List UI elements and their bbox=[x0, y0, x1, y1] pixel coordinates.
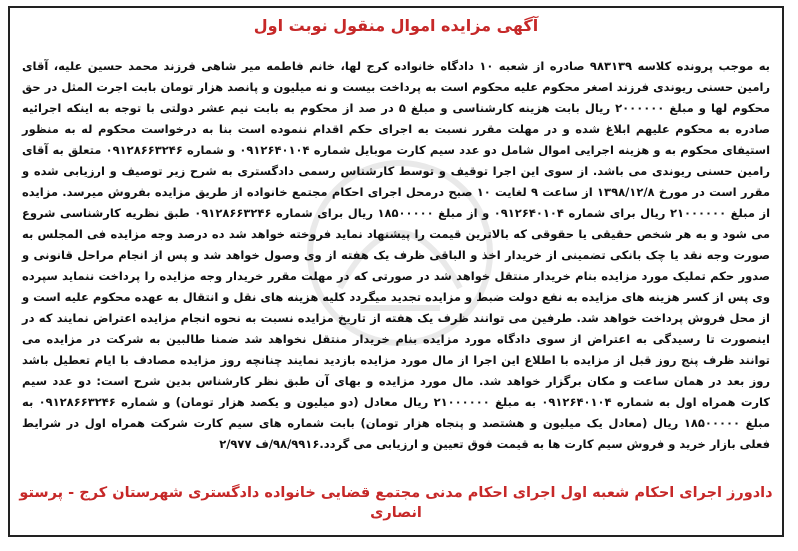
notice-title: آگهی مزایده اموال منقول نوبت اول bbox=[253, 16, 539, 35]
notice-footer-signature: دادورز اجرای احکام شعبه اول اجرای احکام مدنی مجتمع قضایی خانواده دادگستری شهرستان کرج - پرستو انصاری bbox=[19, 485, 773, 521]
notice-body: به موجب پرونده کلاسه ۹۸۳۱۳۹ صادره از شعبه ۱۰ دادگاه خانواده کرج لها، خانم فاطمه میر شاهی فرزند محمد حسین علیه، آقای رامین حسنی ریوندی فرزند اصغر محکوم علیه محکوم است به پرداخت بیست و نه میلیون و پانصد هزار تومان بابت اجرت المثل در حق محکوم لها و مبلغ ۲۰۰۰۰۰۰ ریال بابت هزینه کارشناسی و مبلغ ۵ در صد از محکوم به بابت نیم عشر دولتی با توجه به اینکه اجرائیه صادره به محکوم علیهم ابلاغ شده و در مهلت مقرر نسبت به اجرای حکم اقدام ننموده است بنا به درخواست محکوم له به منظور استیفای محکوم به و هزینه اجرایی اموال شامل دو عدد سیم کارت موبایل شماره ۰۹۱۲۶۴۰۱۰۴ و شماره ۰۹۱۲۸۶۶۳۲۴۶ متعلق به آقای رامین حسنی ریوندی می باشد. از سوی این اجرا توقیف و توسط کارشناس رسمی دادگستری به شرح زیر توصیف و ارزیابی شده و مقرر است در مورخ ۱۳۹۸/۱۲/۸ از ساعت ۹ لغایت ۱۰ صبح درمحل اجرای احکام مجتمع خانواده از طریق مزایده بفروش میرسد. مزایده از مبلغ ۲۱۰۰۰۰۰۰ ریال برای شماره ۰۹۱۲۶۴۰۱۰۴ و از مبلغ ۱۸۵۰۰۰۰۰ ریال برای شماره ۰۹۱۲۸۶۶۳۲۴۶ طبق نظریه کارشناسی شروع می شود و به هر شخص حقیقی یا حقوقی که بالاترین قیمت را پیشنهاد نماید فروخته خواهد شد ده درصد وجه مزایده فی المجلس به صورت وجه نقد یا چک بانکی تضمینی از خریدار اخذ و الباقی ظرف یک هفته از وی وصول خواهد شد و پس از انجام مراحل قانونی و صدور حکم تملیک مورد مزایده بنام خریدار منتقل خواهد شد در صورتی که در مهلت مقرر خریدار وجه مزایده را پرداخت ننماید سپرده وی پس از کسر هزینه های مزایده به نفع دولت ضبط و مزایده تجدید میگردد کلیه هزینه های نقل و انتقال به عهده محکوم علیه است و از محل فروش پرداخت خواهد شد. طرفین می توانند ظرف یک هفته از تاریخ مزایده نسبت به نحوه انجام مزایده اعتراض نمایند که در اینصورت تا رسیدگی به اعتراض از سوی دادگاه مورد مزایده بنام خریدار منتقل نخواهد شد ضمنا طالبین به شرکت در مزایده می توانند ظرف پنج روز قبل از مزایده با اطلاع این اجرا از مال مورد مزایده بازدید نمایند چنانچه روز مزایده مصادف با ایام تعطیل باشد روز بعد در همان ساعت و مکان برگزار خواهد شد. مال مورد مزایده و بهای آن طبق نظر کارشناس بدین شرح است: دو عدد سیم کارت همراه اول به شماره ۰۹۱۲۶۴۰۱۰۴ به مبلغ ۲۱۰۰۰۰۰۰ ریال معادل (دو میلیون و یکصد هزار تومان) و شماره ۰۹۱۲۸۶۶۳۲۴۶ به مبلغ ۱۸۵۰۰۰۰۰ ریال (معادل یک میلیون و هشتصد و پنجاه هزار تومان) بابت شماره های سیم کارت شرکت همراه اول در شرایط فعلی بازار خرید و فروش سیم کارت ها به قیمت فوق تعیین و ارزیابی می گردد.۹۸/۹۹۱۶/ف ۲/۹۷۷ bbox=[22, 59, 771, 451]
auction-notice bbox=[8, 6, 784, 537]
